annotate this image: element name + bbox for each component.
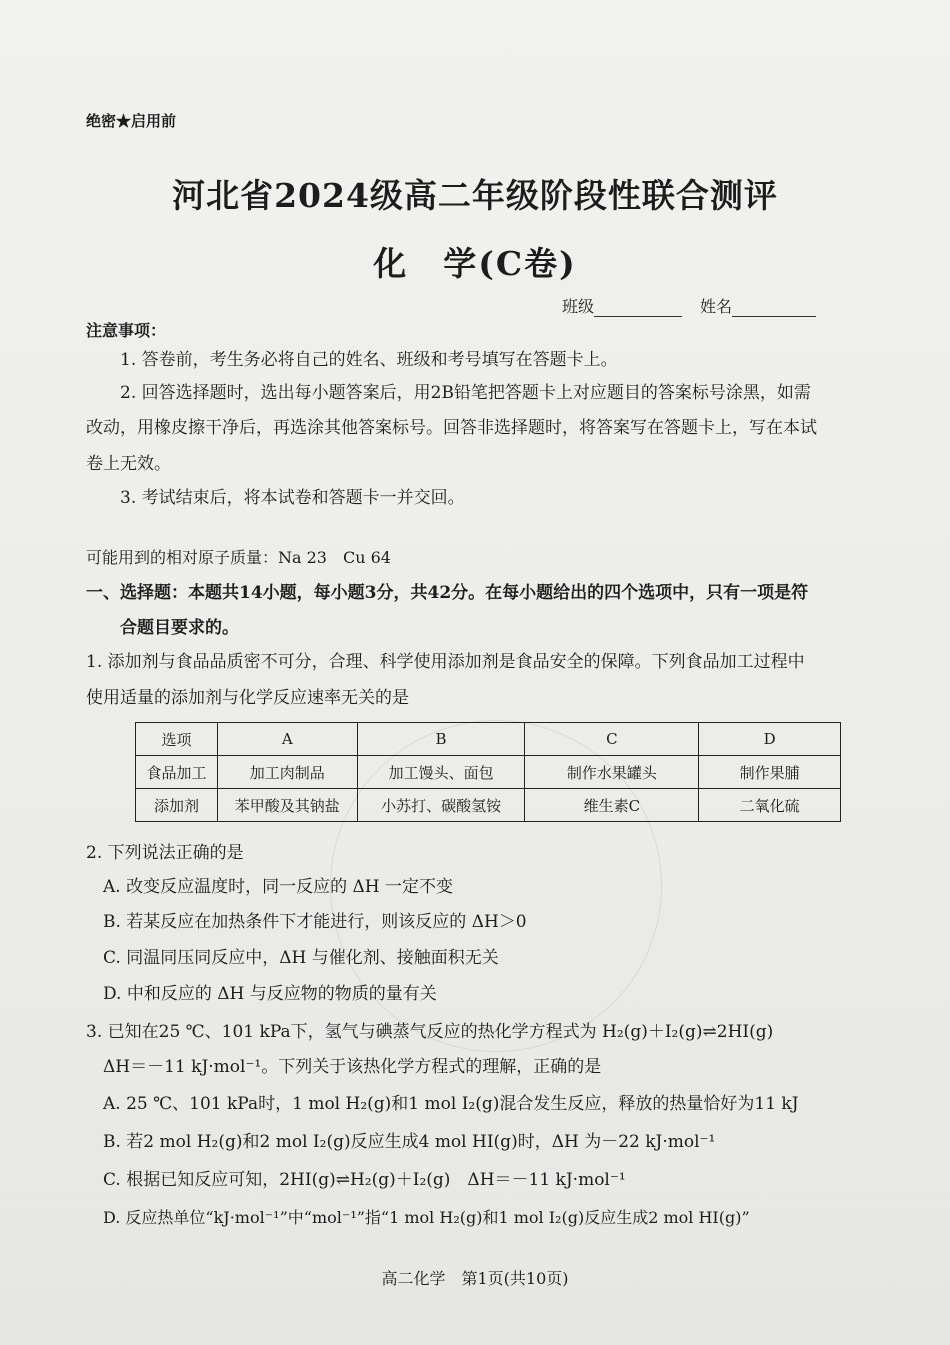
q3-option-a: A. 25 ℃、101 kPa时，1 mol H₂(g)和1 mol I₂(g)混合发生反应，释放的热量恰好为11 kJ bbox=[103, 1094, 799, 1114]
q1-stem-line-2: 使用适量的添加剂与化学反应速率无关的是 bbox=[86, 688, 409, 708]
q3-stem-line-2: ΔH＝－11 kJ·mol⁻¹。下列关于该热化学方程式的理解，正确的是 bbox=[103, 1057, 602, 1077]
table-cell: 二氧化硫 bbox=[699, 789, 841, 822]
name-blank bbox=[732, 298, 816, 317]
table-cell: 加工馒头、面包 bbox=[357, 756, 525, 789]
q2-option-c: C. 同温同压同反应中，ΔH 与催化剂、接触面积无关 bbox=[103, 948, 499, 968]
notice-item-2-line-2: 改动，用橡皮擦干净后，再选涂其他答案标号。回答非选择题时，将答案写在答题卡上，写在本试 bbox=[86, 418, 817, 438]
q2-stem: 2. 下列说法正确的是 bbox=[86, 843, 244, 863]
name-label: 姓名 bbox=[700, 297, 733, 316]
table-cell: 维生素C bbox=[525, 789, 699, 822]
table-row bbox=[136, 723, 841, 756]
atomic-masses: 可能用到的相对原子质量：Na 23 Cu 64 bbox=[86, 548, 391, 567]
name-field bbox=[700, 294, 816, 317]
section-heading-line-1: 一、选择题：本题共14小题，每小题3分，共42分。在每小题给出的四个选项中，只有一项是符 bbox=[86, 583, 809, 603]
table-cell: 小苏打、碳酸氢铵 bbox=[357, 789, 525, 822]
table-cell: 制作水果罐头 bbox=[525, 756, 699, 789]
notice-item-2-line-3: 卷上无效。 bbox=[86, 454, 171, 474]
q1-options-table bbox=[135, 722, 841, 822]
class-blank bbox=[594, 298, 682, 317]
notice-heading: 注意事项： bbox=[86, 321, 167, 340]
page-footer: 高二化学 第1页(共10页) bbox=[381, 1269, 569, 1288]
table-row bbox=[136, 789, 841, 822]
subject-title: 化 学(C卷) bbox=[373, 244, 577, 283]
table-cell: A bbox=[217, 723, 357, 756]
notice-item-1: 1. 答卷前，考生务必将自己的姓名、班级和考号填写在答题卡上。 bbox=[120, 350, 618, 370]
q3-option-c: C. 根据已知反应可知，2HI(g)⇌H₂(g)＋I₂(g) ΔH＝－11 kJ·mol⁻¹ bbox=[103, 1170, 626, 1190]
table-cell: B bbox=[357, 723, 525, 756]
table-row bbox=[136, 756, 841, 789]
section-heading-line-2: 合题目要求的。 bbox=[120, 618, 239, 638]
table-cell: 食品加工 bbox=[136, 756, 218, 789]
confidential-label: 绝密★启用前 bbox=[86, 112, 177, 130]
q2-option-d: D. 中和反应的 ΔH 与反应物的物质的量有关 bbox=[103, 984, 437, 1004]
notice-item-2-line-1: 2. 回答选择题时，选出每小题答案后，用2B铅笔把答题卡上对应题目的答案标号涂黑，如需 bbox=[120, 383, 811, 403]
table-cell: 制作果脯 bbox=[699, 756, 841, 789]
table-cell: 添加剂 bbox=[136, 789, 218, 822]
notice-item-3: 3. 考试结束后，将本试卷和答题卡一并交回。 bbox=[120, 488, 465, 508]
table-cell: D bbox=[699, 723, 841, 756]
table-cell: 选项 bbox=[136, 723, 218, 756]
class-field bbox=[562, 294, 682, 317]
q3-stem-line-1: 3. 已知在25 ℃、101 kPa下，氢气与碘蒸气反应的热化学方程式为 H₂(g)＋I₂(g)⇌2HI(g) bbox=[86, 1022, 774, 1042]
table-cell: 苯甲酸及其钠盐 bbox=[217, 789, 357, 822]
table-cell: 加工肉制品 bbox=[217, 756, 357, 789]
q3-option-b: B. 若2 mol H₂(g)和2 mol I₂(g)反应生成4 mol HI(g)时，ΔH 为－22 kJ·mol⁻¹ bbox=[103, 1132, 716, 1152]
q2-option-b: B. 若某反应在加热条件下才能进行，则该反应的 ΔH＞0 bbox=[103, 912, 527, 932]
class-label: 班级 bbox=[562, 297, 595, 316]
q1-stem-line-1: 1. 添加剂与食品品质密不可分，合理、科学使用添加剂是食品安全的保障。下列食品加工过程中 bbox=[86, 652, 805, 672]
q2-option-a: A. 改变反应温度时，同一反应的 ΔH 一定不变 bbox=[103, 877, 453, 897]
exam-title: 河北省2024级高二年级阶段性联合测评 bbox=[172, 176, 778, 215]
table-cell: C bbox=[525, 723, 699, 756]
q3-option-d: D. 反应热单位“kJ·mol⁻¹”中“mol⁻¹”指“1 mol H₂(g)和1 mol I₂(g)反应生成2 mol HI(g)” bbox=[103, 1208, 750, 1227]
